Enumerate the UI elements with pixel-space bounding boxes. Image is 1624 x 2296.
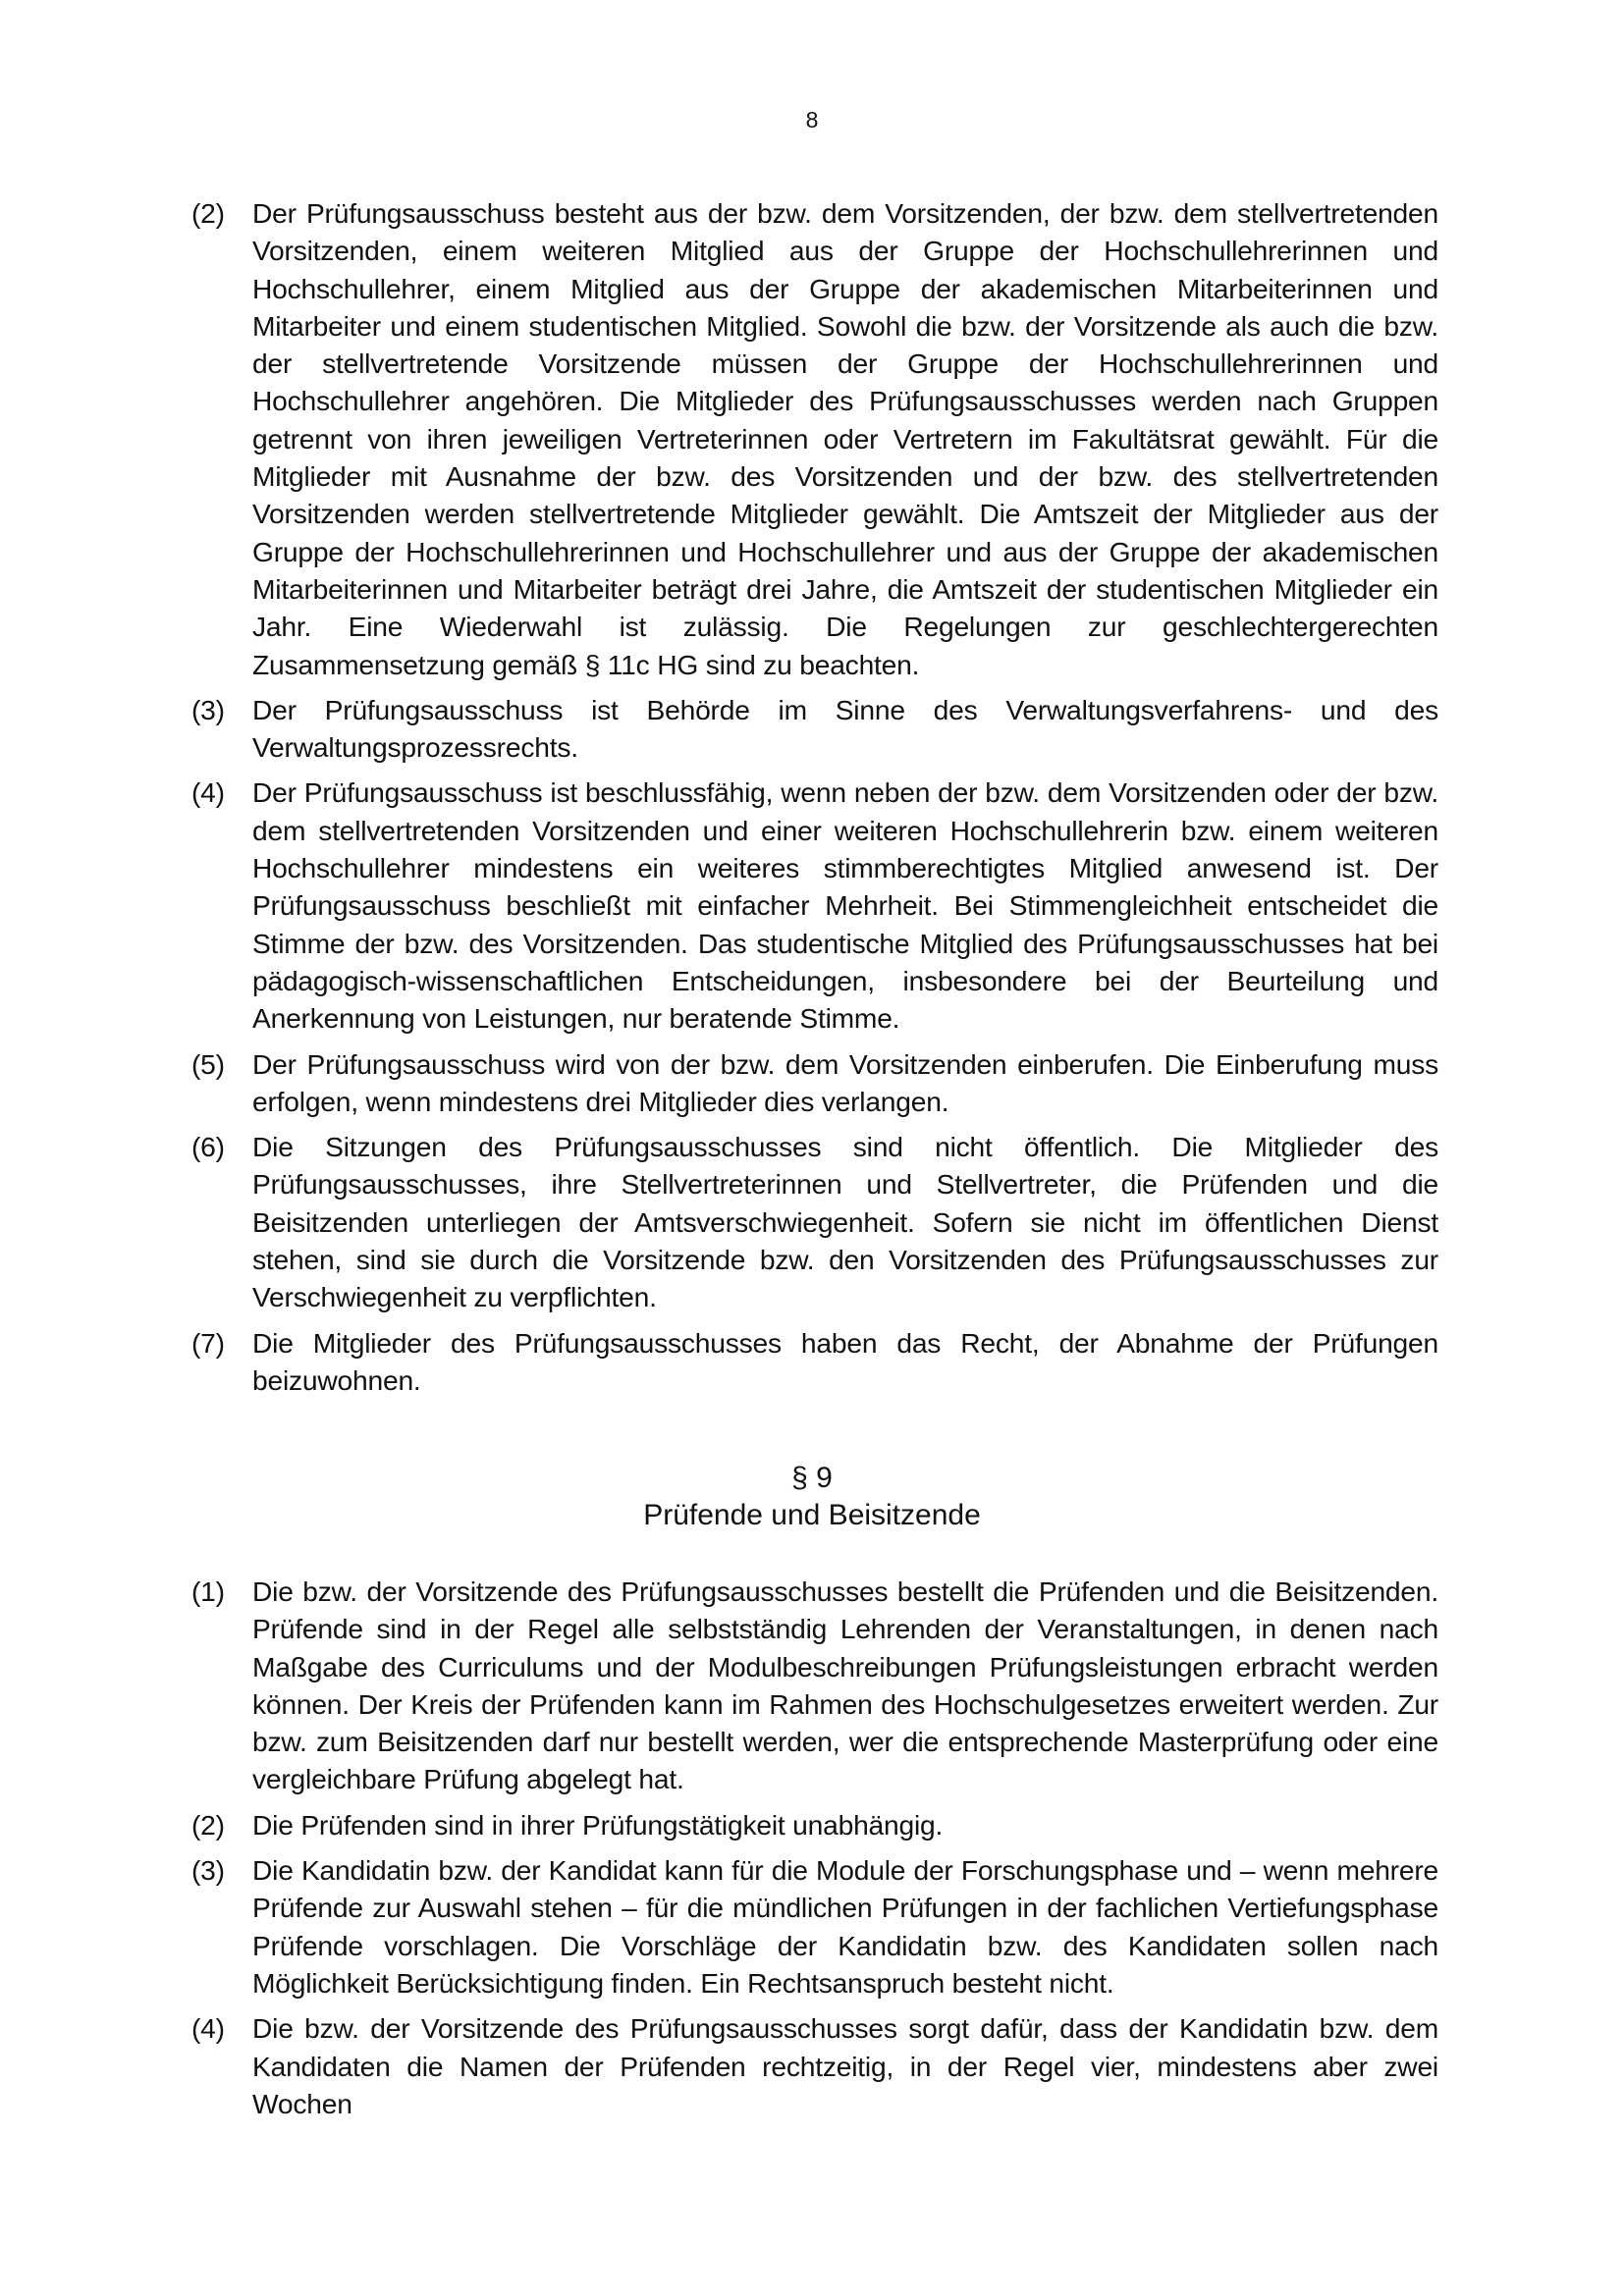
page-number: 8 <box>805 107 819 133</box>
paragraph-8-4 <box>191 774 1438 1037</box>
paragraph-number: (7) <box>191 1326 225 1359</box>
paragraph-text: Die Prüfenden sind in ihrer Prüfungstätigkeit unabhängig. <box>252 1808 944 1841</box>
section-9-paragraphs <box>191 1573 1438 2122</box>
paragraph-text: Die Sitzungen des Prüfungsausschusses sind nicht öffentlich. Die Mitglieder des Prüfungsausschusses, ihre Stellvertreterinnen und Stellvertreter, die Prüfenden und die Beisitzenden unterliegen der Amtsverschwiegenheit. Sofern sie nicht im öffentlichen Dienst stehen, sind sie durch die Vorsitzende bzw. den Vorsitzenden des Prüfungsausschusses zur Verschwiegenheit zu verpflichten. <box>252 1131 1438 1313</box>
paragraph-8-3 <box>191 691 1438 767</box>
paragraph-text: Der Prüfungsausschuss ist Behörde im Sinne des Verwaltungsverfahrens- und des Verwaltungsprozessrechts. <box>252 693 1438 764</box>
paragraph-9-1 <box>191 1573 1438 1798</box>
paragraph-number: (3) <box>191 1854 225 1887</box>
paragraph-number: (2) <box>191 197 225 229</box>
paragraph-number: (1) <box>191 1575 225 1607</box>
paragraph-number: (6) <box>191 1131 225 1163</box>
paragraph-text: Der Prüfungsausschuss wird von der bzw. dem Vorsitzenden einberufen. Die Einberufung muss erfolgen, wenn mindestens drei Mitglieder dies verlangen. <box>252 1047 1438 1117</box>
paragraph-8-7 <box>191 1324 1438 1400</box>
paragraph-8-5 <box>191 1045 1438 1121</box>
paragraph-number: (2) <box>191 1808 225 1841</box>
paragraph-8-2 <box>191 194 1438 683</box>
paragraph-9-2 <box>191 1806 1438 1843</box>
paragraph-text: Die bzw. der Vorsitzende des Prüfungsausschusses bestellt die Prüfenden und die Beisitzenden. Prüfende sind in der Regel alle selbstständig Lehrenden der Veranstaltungen, in denen nach Maßgabe des Curriculums und der Modulbeschreibungen Prüfungsleistungen erbracht werden können. Der Kreis der Prüfenden kann im Rahmen des Hochschulgesetzes erweitert werden. Zur bzw. zum Beisitzenden darf nur bestellt werden, wer die entsprechende Masterprüfung oder eine vergleichbare Prüfung abgelegt hat. <box>252 1575 1438 1795</box>
paragraph-number: (4) <box>191 776 225 809</box>
paragraph-text: Die bzw. der Vorsitzende des Prüfungsausschusses sorgt dafür, dass der Kandidatin bzw. dem Kandidaten die Namen der Prüfenden rechtzeitig, in der Regel vier, mindestens aber zwei Wochen <box>252 2012 1438 2119</box>
paragraph-number: (3) <box>191 693 225 725</box>
paragraph-text: Die Mitglieder des Prüfungsausschusses haben das Recht, der Abnahme der Prüfungen beizuwohnen. <box>252 1326 1438 1396</box>
paragraph-number: (5) <box>191 1047 225 1080</box>
paragraph-text: Die Kandidatin bzw. der Kandidat kann für die Module der Forschungsphase und – wenn mehrere Prüfende zur Auswahl stehen – für die mündlichen Prüfungen in der fachlichen Vertiefungsphase Prüfende vorschlagen. Die Vorschläge der Kandidatin bzw. des Kandidaten sollen nach Möglichkeit Berücksichtigung finden. Ein Rechtsanspruch besteht nicht. <box>252 1854 1438 1999</box>
paragraph-8-6 <box>191 1128 1438 1315</box>
paragraph-9-3 <box>191 1851 1438 2002</box>
paragraph-9-4 <box>191 2009 1438 2122</box>
section-9-number: § 9 <box>791 1462 833 1494</box>
paragraph-number: (4) <box>191 2012 225 2045</box>
paragraph-text: Der Prüfungsausschuss besteht aus der bzw. dem Vorsitzenden, der bzw. dem stellvertretenden Vorsitzenden, einem weiteren Mitglied aus der Gruppe der Hochschullehrerinnen und Hochschullehrer, einem Mitglied aus der Gruppe der akademischen Mitarbeiterinnen und Mitarbeiter und einem studentischen Mitglied. Sowohl die bzw. der Vorsitzende als auch die bzw. der stellvertretende Vorsitzende müssen der Gruppe der Hochschullehrerinnen und Hochschullehrer angehören. Die Mitglieder des Prüfungsausschusses werden nach Gruppen getrennt von ihren jeweiligen Vertreterinnen oder Vertretern im Fakultätsrat gewählt. Für die Mitglieder mit Ausnahme der bzw. des Vorsitzenden und der bzw. des stellvertretenden Vorsitzenden werden stellvertretende Mitglieder gewählt. Die Amtszeit der Mitglieder aus der Gruppe der Hochschullehrerinnen und Hochschullehrer und aus der Gruppe der akademischen Mitarbeiterinnen und Mitarbeiter beträgt drei Jahre, die Amtszeit der studentischen Mitglieder ein Jahr. Eine Wiederwahl ist zulässig. Die Regelungen zur geschlechtergerechten Zusammensetzung gemäß § 11c HG sind zu beachten. <box>252 197 1438 680</box>
section-9-title: Prüfende und Beisitzende <box>643 1499 981 1531</box>
paragraph-text: Der Prüfungsausschuss ist beschlussfähig, wenn neben der bzw. dem Vorsitzenden oder der bzw. dem stellvertretenden Vorsitzenden und einer weiteren Hochschullehrerin bzw. einem weiteren Hochschullehrer mindestens ein weiteres stimmberechtigtes Mitglied anwesend ist. Der Prüfungsausschuss beschließt mit einfacher Mehrheit. Bei Stimmengleichheit entscheidet die Stimme der bzw. des Vorsitzenden. Das studentische Mitglied des Prüfungsausschusses hat bei pädagogisch-wissenschaftlichen Entscheidungen, insbesondere bei der Beurteilung und Anerkennung von Leistungen, nur beratende Stimme. <box>252 776 1438 1035</box>
section-8-paragraphs <box>191 194 1438 1399</box>
